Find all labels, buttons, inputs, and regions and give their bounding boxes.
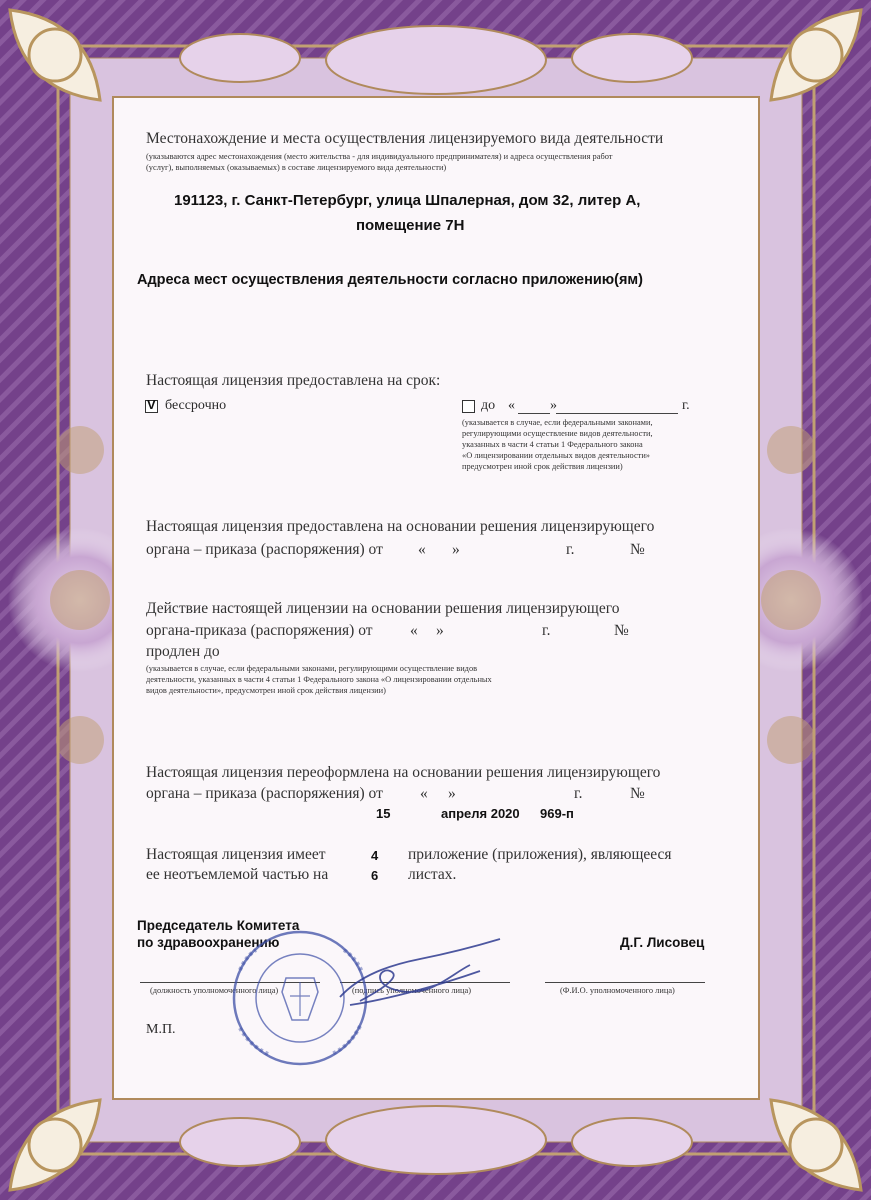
seal-place-label: М.П. xyxy=(146,1022,176,1037)
caption-name: (Ф.И.О. уполномоченного лица) xyxy=(560,986,675,995)
reissue-month-year: апреля 2020 xyxy=(441,806,520,821)
reissue-line-1: Настоящая лицензия переоформлена на основании решения лицензирующего xyxy=(146,764,661,781)
until-month-line xyxy=(556,413,678,414)
name-line xyxy=(545,982,705,983)
extension-year: г. xyxy=(542,622,551,639)
signer-position-line-1: Председатель Комитета xyxy=(137,918,300,933)
extension-line-2: органа-приказа (распоряжения) от xyxy=(146,622,373,639)
term-note-1: (указывается в случае, если федеральными законами, xyxy=(462,418,653,427)
until-year-suffix: г. xyxy=(682,398,690,413)
basis-number-sign: № xyxy=(630,541,645,558)
location-note-2: (услуг), выполняемых (оказываемых) в составе лицензируемого вида деятельности) xyxy=(146,163,447,172)
extension-note-2: деятельности, указанных в части 4 статьи 1 Федерального закона «О лицензировании отдельных xyxy=(146,675,492,684)
term-heading: Настоящая лицензия предоставлена на срок: xyxy=(146,372,441,389)
caption-position: (должность уполномоченного лица) xyxy=(150,986,279,995)
signer-position-line-2: по здравоохранению xyxy=(137,935,280,950)
handwritten-signature-icon xyxy=(330,935,510,1015)
reissue-line-2: органа – приказа (распоряжения) от xyxy=(146,785,383,802)
address-line-1: 191123, г. Санкт-Петербург, улица Шпалерная, дом 32, литер А, xyxy=(174,192,641,209)
reissue-quote-close: » xyxy=(448,785,456,802)
appendix-line-2a: ее неотъемлемой частью на xyxy=(146,866,329,883)
until-label: до xyxy=(481,398,496,413)
unlimited-checkbox xyxy=(145,397,158,413)
extension-line-3: продлен до xyxy=(146,643,220,660)
term-note-3: указанных в части 4 статьи 1 Федерального закона xyxy=(462,440,643,449)
appendix-line-1b: приложение (приложения), являющееся xyxy=(408,846,672,863)
extension-note-3: видов деятельности», предусмотрен иной срок действия лицензии) xyxy=(146,686,386,695)
location-note-1: (указываются адрес местонахождения (место жительства - для индивидуального предпринимателя) и адреса осуществления работ xyxy=(146,152,613,161)
address-line-2: помещение 7Н xyxy=(356,217,465,234)
appendix-line-2b: листах. xyxy=(408,866,457,883)
reissue-day: 15 xyxy=(376,806,391,821)
reissue-quote-open: « xyxy=(420,785,428,802)
basis-quote-open: « xyxy=(418,541,426,558)
term-note-2: регулирующими осуществление видов деятельности, xyxy=(462,429,653,438)
extension-quote-close: » xyxy=(436,622,444,639)
reissue-number-sign: № xyxy=(630,785,645,802)
basis-quote-close: » xyxy=(452,541,460,558)
location-heading: Местонахождение и места осуществления лицензируемого вида деятельности xyxy=(146,130,664,147)
caption-signature: (подпись уполномоченного лица) xyxy=(352,986,472,995)
reissue-number: 969-п xyxy=(540,806,574,821)
extension-note-1: (указывается в случае, если федеральными законами, регулирующими осуществление видов xyxy=(146,664,478,673)
until-day-line xyxy=(518,413,550,414)
appendix-line-1a: Настоящая лицензия имеет xyxy=(146,846,326,863)
basis-line-2: органа – приказа (распоряжения) от xyxy=(146,541,383,558)
appendix-sheets: 6 xyxy=(371,868,379,883)
signer-name: Д.Г. Лисовец xyxy=(620,935,705,950)
reissue-year: г. xyxy=(574,785,583,802)
basis-line-1: Настоящая лицензия предоставлена на основании решения лицензирующего xyxy=(146,518,655,535)
term-note-4: «О лицензировании отдельных видов деятельности» xyxy=(462,451,650,460)
extension-number-sign: № xyxy=(614,622,629,639)
term-note-5: предусмотрен иной срок действия лицензии) xyxy=(462,462,623,471)
extension-quote-open: « xyxy=(410,622,418,639)
addresses-appendix: Адреса мест осуществления деятельности согласно приложению(ям) xyxy=(137,272,643,288)
until-quote-open: « xyxy=(508,398,515,413)
basis-year: г. xyxy=(566,541,575,558)
appendix-count: 4 xyxy=(371,848,379,863)
extension-line-1: Действие настоящей лицензии на основании решения лицензирующего xyxy=(146,600,620,617)
until-checkbox xyxy=(462,400,475,413)
check-mark-icon: V xyxy=(147,397,156,412)
unlimited-label: бессрочно xyxy=(165,398,227,413)
until-quote-close: » xyxy=(550,398,557,413)
